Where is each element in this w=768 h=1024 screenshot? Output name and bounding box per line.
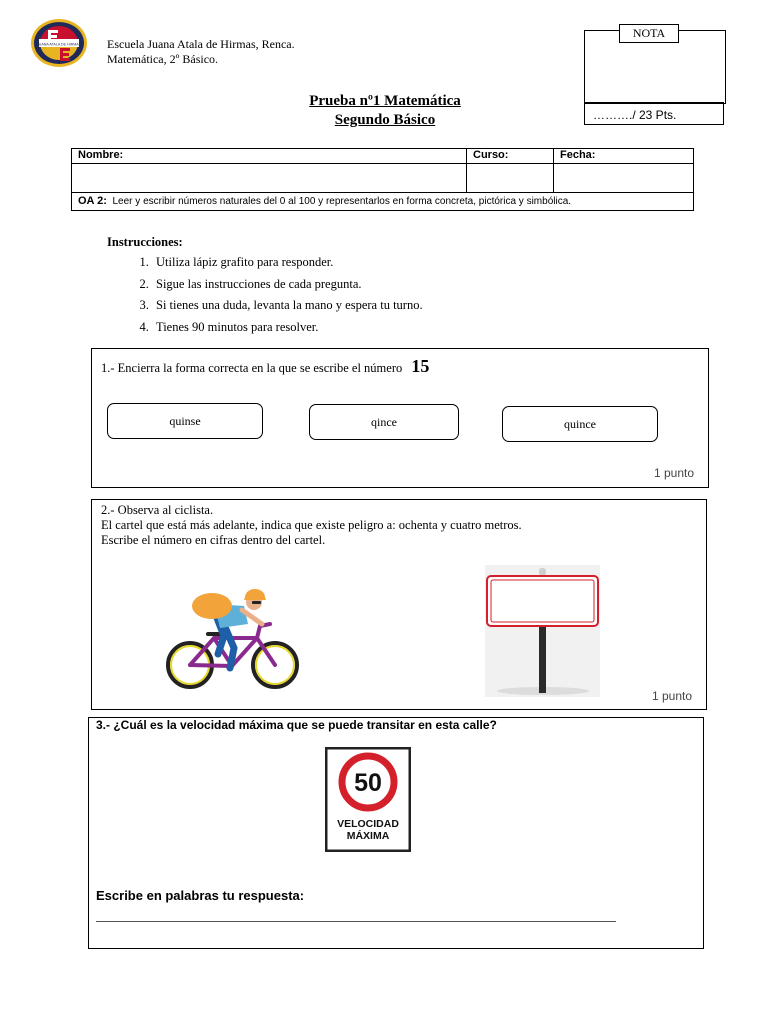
date-label: Fecha: [554,149,694,164]
answer-line[interactable] [96,920,616,922]
option-quince[interactable]: quince [502,406,658,442]
speed-limit-sign-icon [325,747,411,852]
cyclist-icon [162,588,304,690]
answer-prompt: Escribe en palabras tu respuesta: [96,888,305,903]
instruction-item: 2. Sigue las instrucciones de cada pregunta. [152,274,423,296]
course-label: Curso: [467,149,554,164]
logo-text: JUANA ATALA DE HIRMAS [36,42,82,47]
school-header [107,37,295,67]
question-3-text: 3.- ¿Cuál es la velocidad máxima que se puede transitar en esta calle? [96,718,497,732]
school-logo-icon [30,18,88,68]
course-subject: Matemática, 2º Básico. [107,52,219,66]
instruction-item: 1. Utiliza lápiz grafito para responder. [152,252,423,274]
learning-objective [72,193,694,211]
grade-label: NOTA [619,24,679,43]
question-2-line1: 2.- Observa al ciclista. [101,503,214,517]
test-subtitle: Segundo Básico [334,112,436,128]
speed-limit-number: 50 [354,769,382,797]
instructions-title: Instrucciones: [107,235,183,249]
question-2-points: 1 punto [652,689,693,703]
name-field[interactable] [72,164,467,193]
course-field[interactable] [467,164,554,193]
instruction-item: 3. Si tienes una duda, levanta la mano y espera tu turno. [152,295,423,317]
speed-limit-line2: MÁXIMA [346,830,390,842]
instruction-item: 4. Tienes 90 minutos para resolver. [152,317,423,339]
question-1-prompt: 1.- Encierra la forma correcta en la que se escribe el número [101,361,403,375]
question-1-points: 1 punto [654,466,695,480]
test-title: Prueba nº1 Matemática [309,93,461,109]
question-2-line2: El cartel que está más adelante, indica que existe peligro a: ochenta y cuatro metros. [101,518,522,532]
option-qince[interactable]: qince [309,404,459,440]
speed-limit-line1: VELOCIDAD [337,818,399,830]
option-quinse[interactable]: quinse [107,403,263,439]
question-1-text [101,356,430,376]
points-field[interactable]: ………./ 23 Pts. [584,102,724,125]
date-field[interactable] [554,164,694,193]
question-2-text [101,503,522,548]
question-1-number: 15 [411,356,430,376]
school-name: Escuela Juana Atala de Hirmas, Renca. [107,37,295,51]
blank-sign-icon[interactable] [485,565,600,697]
oa-text: Leer y escribir números naturales del 0 al 100 y representarlos en forma concreta, pictórica y simbólica. [112,196,572,207]
question-2-line3: Escribe el número en cifras dentro del cartel. [101,533,326,547]
name-label: Nombre: [72,149,467,164]
instructions-list [107,252,423,338]
oa-label: OA 2: [78,195,107,207]
student-info-table [71,148,694,211]
